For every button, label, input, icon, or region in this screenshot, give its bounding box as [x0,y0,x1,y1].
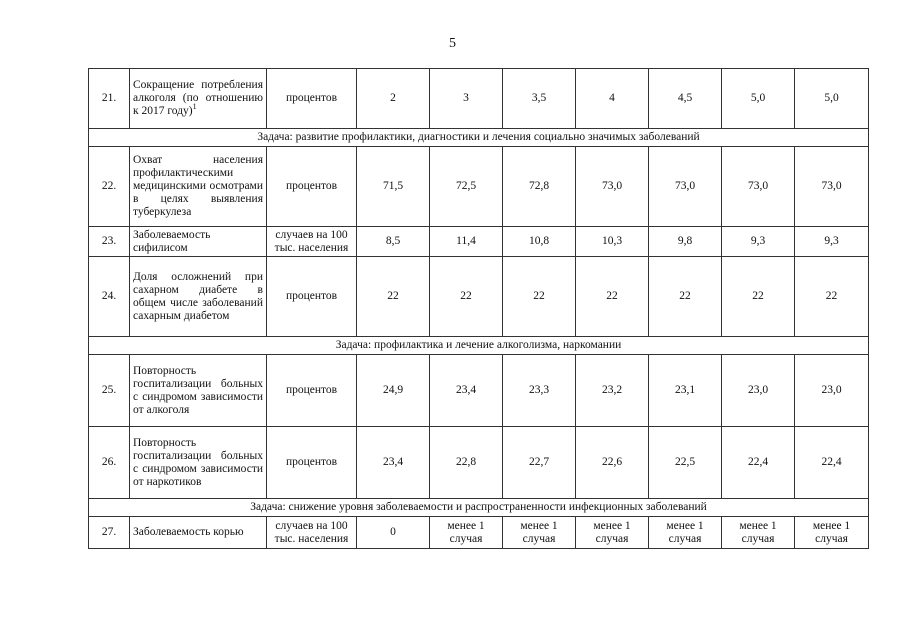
year-value: 22,7 [503,427,576,499]
year-value: 10,8 [503,227,576,257]
indicator-name [130,69,267,129]
year-value: 9,3 [795,227,869,257]
row-number: 24. [89,257,130,337]
indicator-name [130,355,267,427]
indicator-name [130,147,267,227]
indicator-name-text: Сокращение потребления алкоголя (по отношению к 2017 году) [133,79,263,117]
year-value: менее 1 случая [722,517,795,549]
footnote-mark: 1 [192,102,197,112]
year-value: 0 [357,517,430,549]
year-value: 23,0 [722,355,795,427]
indicator-name-text: Повторность госпитализации больных с синдромом зависимости от алкоголя [133,364,263,416]
task-heading: Задача: профилактика и лечение алкоголизма, наркомании [89,337,869,355]
year-value: 73,0 [722,147,795,227]
year-value: 2 [357,69,430,129]
task-row [89,499,869,517]
year-value: 71,5 [357,147,430,227]
indicator-row [89,69,869,129]
year-value: 23,2 [576,355,649,427]
row-number: 26. [89,427,130,499]
task-row [89,337,869,355]
year-value: 73,0 [795,147,869,227]
year-value: 8,5 [357,227,430,257]
year-value: 4,5 [649,69,722,129]
indicator-name-text: Заболеваемость сифилисом [133,228,211,254]
year-value: 22 [503,257,576,337]
year-value: 23,4 [357,427,430,499]
year-value: 23,3 [503,355,576,427]
year-value: менее 1 случая [649,517,722,549]
year-value: 4 [576,69,649,129]
year-value: 22,5 [649,427,722,499]
row-number: 21. [89,69,130,129]
year-value: 9,3 [722,227,795,257]
row-number: 27. [89,517,130,549]
unit-of-measure: случаев на 100 тыс. населения [267,227,357,257]
year-value: 22,8 [430,427,503,499]
unit-of-measure: процентов [267,257,357,337]
year-value: 22 [649,257,722,337]
year-value: 3,5 [503,69,576,129]
indicator-name-text: Повторность госпитализации больных с синдромом зависимости от наркотиков [133,436,263,488]
year-value: 22 [576,257,649,337]
year-value: 22 [357,257,430,337]
unit-of-measure: случаев на 100 тыс. населения [267,517,357,549]
year-value: менее 1 случая [576,517,649,549]
year-value: 22 [430,257,503,337]
table-body [89,69,869,549]
year-value: 3 [430,69,503,129]
year-value: 11,4 [430,227,503,257]
year-value: 5,0 [722,69,795,129]
unit-of-measure: процентов [267,69,357,129]
unit-of-measure: процентов [267,427,357,499]
indicator-name-text: Охват населения профилактическими медицинскими осмотрами в целях выявления туберкулеза [133,154,263,218]
year-value: 73,0 [649,147,722,227]
task-row [89,129,869,147]
row-number: 23. [89,227,130,257]
page-number: 5 [449,36,456,51]
row-number: 25. [89,355,130,427]
indicator-name-text: Заболеваемость корью [133,526,244,538]
unit-of-measure: процентов [267,147,357,227]
indicator-row [89,517,869,549]
row-number: 22. [89,147,130,227]
year-value: 23,0 [795,355,869,427]
indicator-name-text: Доля осложнений при сахарном диабете в общем числе заболеваний сахарным диабетом [133,270,263,322]
indicator-row [89,147,869,227]
year-value: 72,8 [503,147,576,227]
indicator-name [130,257,267,337]
year-value: 9,8 [649,227,722,257]
year-value: 72,5 [430,147,503,227]
unit-of-measure: процентов [267,355,357,427]
year-value: 5,0 [795,69,869,129]
year-value: 22 [795,257,869,337]
year-value: 22,6 [576,427,649,499]
year-value: 22,4 [722,427,795,499]
year-value: 22,4 [795,427,869,499]
year-value: 24,9 [357,355,430,427]
indicator-row [89,257,869,337]
year-value: менее 1 случая [503,517,576,549]
year-value: 73,0 [576,147,649,227]
year-value: 23,1 [649,355,722,427]
indicator-row [89,227,869,257]
year-value: менее 1 случая [430,517,503,549]
task-heading: Задача: снижение уровня заболеваемости и распространенности инфекционных заболеваний [89,499,869,517]
indicator-name [130,227,267,257]
indicator-row [89,427,869,499]
year-value: 10,3 [576,227,649,257]
indicator-name [130,427,267,499]
year-value: 22 [722,257,795,337]
indicator-row [89,355,869,427]
task-heading: Задача: развитие профилактики, диагностики и лечения социально значимых заболеваний [89,129,869,147]
year-value: менее 1 случая [795,517,869,549]
indicators-table [88,68,869,549]
year-value: 23,4 [430,355,503,427]
indicator-name [130,517,267,549]
